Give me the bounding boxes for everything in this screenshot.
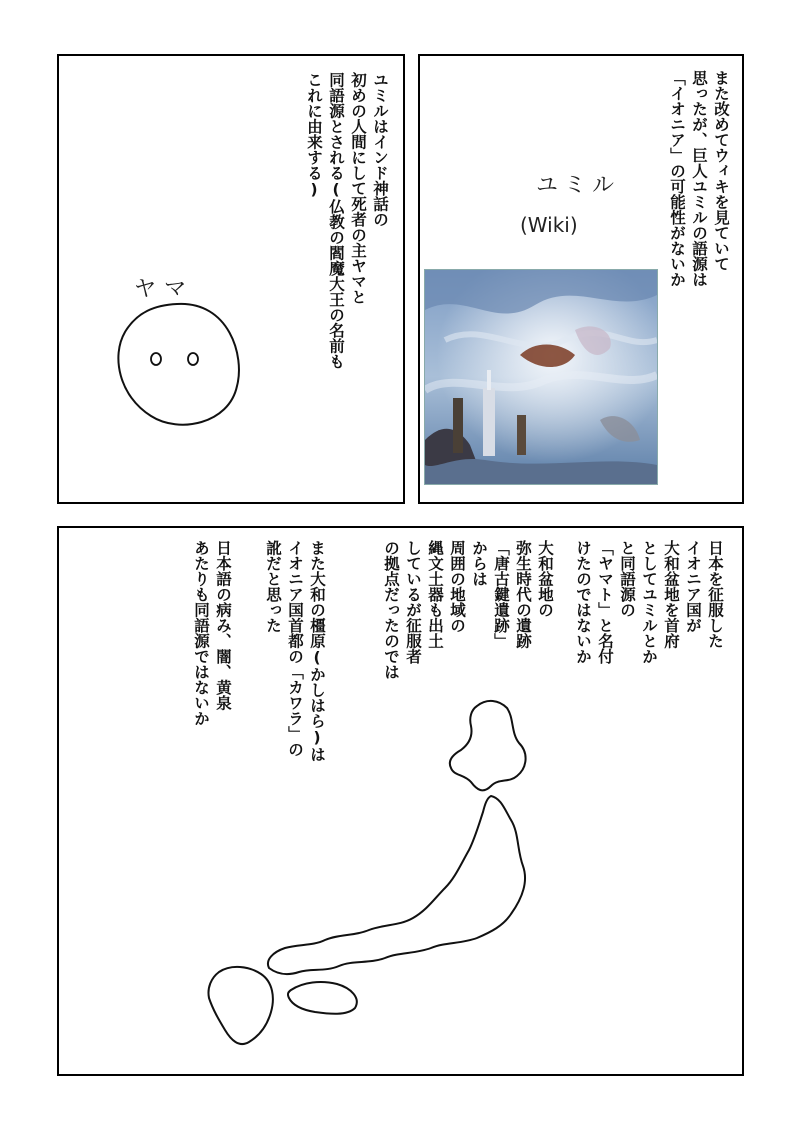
panel-bottom-text-col1: 日本を征服した イオニア国が 大和盆地を首府 としてユミルとか と同語源の 「ヤマト」と名付 けたのではないか	[574, 540, 724, 664]
painting-image	[424, 269, 658, 485]
yama-label: ヤマ	[134, 277, 195, 302]
japan-map-icon	[59, 528, 746, 1078]
face-drawing-icon	[59, 56, 407, 506]
panel-top-right-text: また改めてウィキを見ていて 思ったが、巨人ユミルの語源は 「イオニア」の可能性がないか	[668, 70, 730, 287]
panel-bottom-text-col2: 大和盆地の 弥生時代の遺跡 「唐古鍵遺跡」 からは 周囲の地域の 縄文土器も出土 しているが征服者 の拠点だったのでは	[382, 540, 554, 680]
panel-top-right	[418, 54, 744, 504]
panel-bottom	[57, 526, 744, 1076]
wiki-label: (Wiki)	[520, 213, 578, 237]
panel-bottom-text-col4: 日本語の病み、闇、黄泉 あたりも同語源ではないか	[192, 540, 232, 726]
ymir-label: ユミル	[536, 173, 621, 198]
panel-top-left	[57, 54, 405, 504]
panel-top-left-text: ユミルはインド神話の 初めの人間にして死者の主ヤマと 同語源とされる(仏教の閻魔大王の名前も これに由来する)	[305, 72, 389, 369]
panel-bottom-text-col3: また大和の橿原(かしはら)は イオニア国首都の「カワラ」の 訛だと思った	[264, 540, 326, 762]
